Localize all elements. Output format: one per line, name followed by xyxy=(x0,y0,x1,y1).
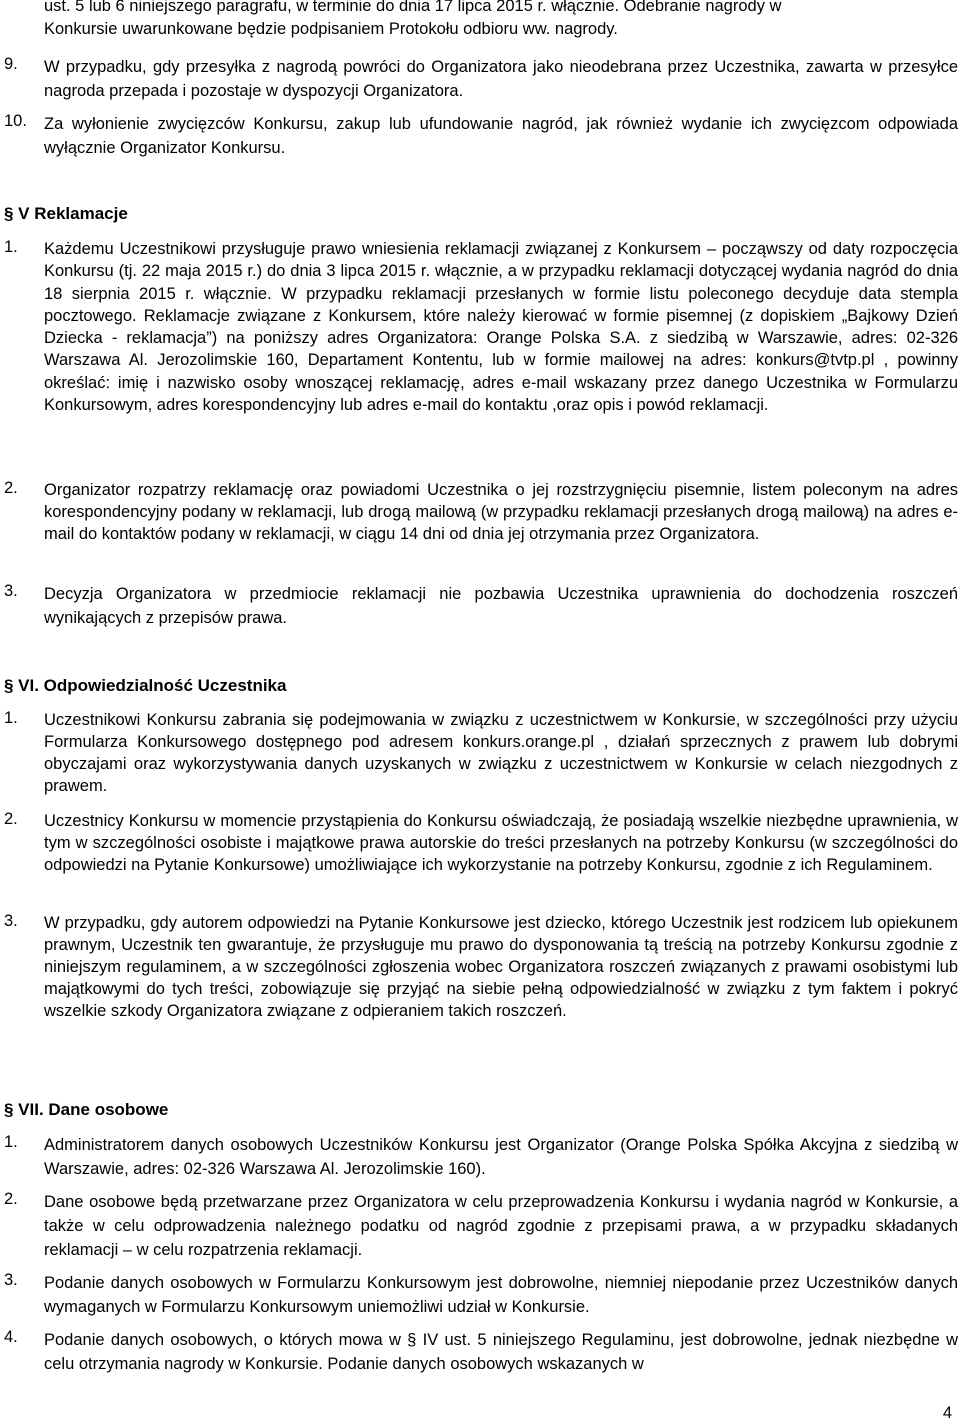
item-text: Administratorem danych osobowych Uczestników Konkursu jest Organizator (Orange Polska Spółka Akcyjna z siedzibą w Warszawie, adres: 02-326 Warszawa Al. Jerozolimskie 160). xyxy=(44,1136,958,1178)
item-number: 10. xyxy=(4,112,27,130)
item-text: Organizator rozpatrzy reklamację oraz powiadomi Uczestnika o jej rozstrzygnięciu pisemnie, listem poleconym na adres korespondencyjny podany w reklamacji, lub drogą mailową (w przypadku reklamacji przesłanych drogą mailową) na adres e-mail do kontaktów podany w reklamacji, w ciągu 14 dni od dnia jej otrzymania przez Organizatora. xyxy=(44,481,958,543)
list-item xyxy=(0,709,958,797)
section-heading: § VII. Dane osobowe xyxy=(4,1100,169,1119)
item-number: 3. xyxy=(4,912,18,930)
item-text: Za wyłonienie zwycięzców Konkursu, zakup lub ufundowanie nagród, jak również wydanie ich zwycięzcom odpowiada wyłącznie Organizator Konkursu. xyxy=(44,115,958,157)
continuation-line-1: ust. 5 lub 6 niniejszego paragrafu, w terminie do dnia 17 lipca 2015 r. włącznie. Odebranie nagrody w xyxy=(44,0,782,15)
continuation-line-2: Konkursie uwarunkowane będzie podpisaniem Protokołu odbioru ww. nagrody. xyxy=(44,20,618,38)
list-item xyxy=(0,479,958,545)
item-text: W przypadku, gdy przesyłka z nagrodą powróci do Organizatora jako nieodebrana przez Uczestnika, zawarta w przesyłce nagroda przepada i pozostaje w dyspozycji Organizatora. xyxy=(44,58,958,100)
item-number: 9. xyxy=(4,55,18,73)
item-number: 1. xyxy=(4,709,18,727)
list-item xyxy=(0,912,958,1022)
item-text: Dane osobowe będą przetwarzane przez Organizatora w celu przeprowadzenia Konkursu i wydania nagród w Konkursie, a także w celu odprowadzenia należnego podatku od nagród zgodnie z przepisami prawa, a w przypadku składanych reklamacji – w celu rozpatrzenia reklamacji. xyxy=(44,1193,958,1259)
item-text: W przypadku, gdy autorem odpowiedzi na Pytanie Konkursowe jest dziecko, którego Uczestnik jest rodzicem lub opiekunem prawnym, Uczestnik ten gwarantuje, że przysługuje mu prawo do dysponowania tą treścią na potrzeby Konkursu zgodnie z niniejszym regulaminem, a w szczególności zgłoszenia wobec Organizatora roszczeń związanych z prawami osobistymi lub majątkowymi do tych treści, zobowiązuje się przyjąć na siebie pełną odpowiedzialność w związku z tym faktem i pokryć wszelkie szkody Organizatora związane z odpieraniem takich roszczeń. xyxy=(44,914,958,1020)
list-item xyxy=(0,1328,958,1376)
item-text: Decyzja Organizatora w przedmiocie reklamacji nie pozbawia Uczestnika uprawnienia do dochodzenia roszczeń wynikających z przepisów prawa. xyxy=(44,585,958,627)
item-number: 2. xyxy=(4,1190,18,1208)
item-number: 3. xyxy=(4,582,18,600)
item-number: 4. xyxy=(4,1328,18,1346)
list-item xyxy=(0,810,958,876)
item-text: Uczestnicy Konkursu w momencie przystąpienia do Konkursu oświadczają, że posiadają wszelkie niezbędne uprawnienia, w tym w szczególności osobiste i majątkowe prawa autorskie do treści przesłanych na potrzeby Konkursu (w szczególności do odpowiedzi na Pytanie Konkursowe) umożliwiające ich wykorzystanie na potrzeby Konkursu, zgodnie z ich Regulaminem. xyxy=(44,812,958,874)
item-text: Podanie danych osobowych, o których mowa w § IV ust. 5 niniejszego Regulaminu, jest dobrowolne, jednak niezbędne w celu otrzymania nagrody w Konkursie. Podanie danych osobowych wskazanych w xyxy=(44,1331,958,1373)
item-text: Podanie danych osobowych w Formularzu Konkursowym jest dobrowolne, niemniej niepodanie przez Uczestników danych wymaganych w Formularzu Konkursowym uniemożliwi udział w Konkursie. xyxy=(44,1274,958,1316)
item-text: Każdemu Uczestnikowi przysługuje prawo wniesienia reklamacji związanej z Konkursem – począwszy od daty rozpoczęcia Konkursu (tj. 22 maja 2015 r.) do dnia 3 lipca 2015 r. włącznie, a w przypadku reklamacji dotyczącej wydania nagród do dnia 18 sierpnia 2015 r. włącznie. W przypadku reklamacji przesłanych w formie listu poleconego decyduje data stempla pocztowego. Reklamacje związane z Konkursem, które należy kierować w formie pisemnej (z dopiskiem „Bajkowy Dzień Dziecka - reklamacja”) na poniższy adres Organizatora: Orange Polska S.A. z siedzibą w Warszawie, adres: 02-326 Warszawa Al. Jerozolimskie 160, Departament Kontentu, lub w formie mailowej na adres: konkurs@tvtp.pl , powinny określać: imię i nazwisko osoby wnoszącej reklamację, adres e-mail wskazany przez danego Uczestnika w Formularzu Konkursowym, adres korespondencyjny lub adres e-mail do kontaktu ,oraz opis i powód reklamacji. xyxy=(44,240,958,415)
item-number: 2. xyxy=(4,810,18,828)
list-item xyxy=(0,55,958,103)
list-item xyxy=(0,238,958,416)
list-item xyxy=(0,1190,958,1262)
item-number: 2. xyxy=(4,479,18,497)
section-heading: § VI. Odpowiedzialność Uczestnika xyxy=(4,676,287,695)
section-heading: § V Reklamacje xyxy=(4,204,128,223)
item-text: Uczestnikowi Konkursu zabrania się podejmowania w związku z uczestnictwem w Konkursie, w szczególności przy użyciu Formularza Konkursowego dostępnego pod adresem konkurs.orange.pl , działań sprzecznych z prawem lub dobrymi obyczajami oraz wykorzystywania danych uzyskanych w związku z uczestnictwem w Konkursie w celach niezgodnych z prawem. xyxy=(44,711,958,795)
item-number: 1. xyxy=(4,238,18,256)
item-number: 1. xyxy=(4,1133,18,1151)
list-item xyxy=(0,112,958,160)
list-item xyxy=(0,1271,958,1319)
item-number: 3. xyxy=(4,1271,18,1289)
list-item xyxy=(0,1133,958,1181)
list-item xyxy=(0,582,958,630)
page-number: 4 xyxy=(942,1404,952,1422)
